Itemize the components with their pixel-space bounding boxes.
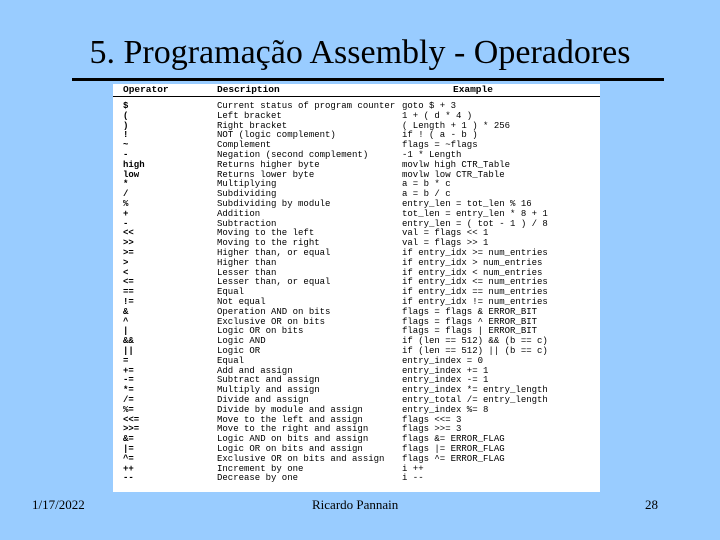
operator-cell: || bbox=[123, 346, 134, 356]
description-cell: Higher than bbox=[217, 257, 277, 268]
description-cell: Logic OR on bits bbox=[217, 326, 304, 337]
example-cell: if entry_idx >= num_entries bbox=[402, 248, 548, 258]
table-row bbox=[113, 150, 600, 160]
operator-cell: ^= bbox=[123, 453, 134, 464]
description-cell: Negation (second complement) bbox=[217, 150, 369, 160]
slide-title: 5. Programação Assembly - Operadores bbox=[89, 34, 631, 71]
example-cell: i ++ bbox=[402, 463, 424, 474]
table-row bbox=[113, 199, 600, 209]
example-cell: if (len == 512) || (b == c) bbox=[402, 346, 548, 356]
operator-cell: > bbox=[123, 257, 129, 268]
operator-cell: >> bbox=[123, 238, 134, 249]
table-row bbox=[113, 307, 600, 317]
operator-cell: < bbox=[123, 267, 129, 278]
table-row bbox=[113, 111, 600, 121]
description-cell: Right bracket bbox=[217, 120, 288, 131]
operator-cell: ! bbox=[123, 130, 129, 141]
operator-cell: ^ bbox=[123, 316, 129, 327]
example-cell: if ! ( a - b ) bbox=[402, 130, 478, 141]
table-row bbox=[113, 179, 600, 189]
table-row bbox=[113, 130, 600, 140]
operator-cell: - bbox=[123, 150, 129, 160]
table-row bbox=[113, 356, 600, 366]
table-row bbox=[113, 464, 600, 474]
operator-cell: / bbox=[123, 189, 129, 200]
example-cell: a = b * c bbox=[402, 179, 451, 190]
operator-cell: << bbox=[123, 228, 134, 239]
operator-cell: $ bbox=[123, 101, 129, 111]
description-cell: NOT (logic complement) bbox=[217, 130, 336, 141]
example-cell: entry_len = ( tot - 1 ) / 8 bbox=[402, 218, 548, 229]
example-cell: tot_len = entry_len * 8 + 1 bbox=[402, 208, 548, 219]
description-cell: Decrease by one bbox=[217, 473, 299, 484]
description-cell: Operation AND on bits bbox=[217, 306, 331, 317]
table-row bbox=[113, 219, 600, 229]
operator-cell: == bbox=[123, 287, 134, 298]
example-cell: if entry_idx < num_entries bbox=[402, 267, 543, 278]
description-cell: Returns higher byte bbox=[217, 159, 320, 170]
operator-cell: * bbox=[123, 179, 129, 190]
header-operator: Operator bbox=[123, 84, 169, 95]
example-cell: if entry_idx == num_entries bbox=[402, 287, 548, 298]
table-row bbox=[113, 405, 600, 415]
example-cell: entry_index += 1 bbox=[402, 365, 489, 376]
table-row bbox=[113, 209, 600, 219]
operator-cell: %= bbox=[123, 404, 134, 415]
operator-cell: + bbox=[123, 208, 129, 219]
table-row bbox=[113, 297, 600, 307]
description-cell: Increment by one bbox=[217, 463, 304, 474]
table-row bbox=[113, 238, 600, 248]
operator-cell: | bbox=[123, 326, 129, 337]
description-cell: Divide and assign bbox=[217, 395, 309, 405]
description-cell: Subtract and assign bbox=[217, 375, 320, 386]
description-cell: Multiplying bbox=[217, 179, 277, 190]
example-cell: flags <<= 3 bbox=[402, 414, 462, 425]
table-row bbox=[113, 434, 600, 444]
description-cell: Logic OR on bits and assign bbox=[217, 444, 363, 454]
example-cell: 1 + ( d * 4 ) bbox=[402, 110, 473, 121]
example-cell: if entry_idx != num_entries bbox=[402, 297, 548, 307]
header-divider bbox=[113, 96, 600, 97]
operator-cell: >>= bbox=[123, 424, 140, 435]
description-cell: Add and assign bbox=[217, 365, 293, 376]
description-cell: Higher than, or equal bbox=[217, 248, 331, 258]
table-row bbox=[113, 346, 600, 356]
table-row bbox=[113, 444, 600, 454]
table-row bbox=[113, 268, 600, 278]
description-cell: Logic OR bbox=[217, 346, 261, 356]
table-row bbox=[113, 160, 600, 170]
operator-cell: <<= bbox=[123, 414, 140, 425]
table-row bbox=[113, 336, 600, 346]
example-cell: val = flags >> 1 bbox=[402, 238, 489, 249]
operator-cell: -- bbox=[123, 473, 134, 484]
operator-cell: >= bbox=[123, 248, 134, 258]
description-cell: Current status of program counter bbox=[217, 101, 396, 111]
example-cell: i -- bbox=[402, 473, 424, 484]
table-row bbox=[113, 287, 600, 297]
example-cell: ( Length + 1 ) * 256 bbox=[402, 120, 511, 131]
table-row bbox=[113, 140, 600, 150]
example-cell: -1 * Length bbox=[402, 150, 462, 160]
operator-cell: && bbox=[123, 336, 134, 347]
table-row bbox=[113, 121, 600, 131]
table-row bbox=[113, 385, 600, 395]
description-cell: Exclusive OR on bits bbox=[217, 316, 326, 327]
operator-cell: - bbox=[123, 218, 129, 229]
table-row bbox=[113, 189, 600, 199]
description-cell: Subtraction bbox=[217, 218, 277, 229]
example-cell: if entry_idx > num_entries bbox=[402, 257, 543, 268]
operator-cell: ++ bbox=[123, 463, 134, 474]
operator-cell: *= bbox=[123, 385, 134, 396]
example-cell: val = flags << 1 bbox=[402, 228, 489, 239]
description-cell: Returns lower byte bbox=[217, 169, 315, 180]
description-cell: Moving to the right bbox=[217, 238, 320, 249]
example-cell: flags ^= ERROR_FLAG bbox=[402, 453, 505, 464]
table-row bbox=[113, 366, 600, 376]
table-row bbox=[113, 228, 600, 238]
description-cell: Not equal bbox=[217, 297, 266, 307]
example-cell: goto $ + 3 bbox=[402, 101, 457, 111]
example-cell: flags >>= 3 bbox=[402, 424, 462, 435]
description-cell: Subdividing by module bbox=[217, 199, 331, 209]
example-cell: movlw high CTR_Table bbox=[402, 159, 511, 170]
table-row bbox=[113, 395, 600, 405]
example-cell: if entry_idx <= num_entries bbox=[402, 277, 548, 288]
operator-cell: ( bbox=[123, 110, 129, 121]
example-cell: entry_index -= 1 bbox=[402, 375, 489, 386]
operator-cell: /= bbox=[123, 395, 134, 405]
operator-cell: high bbox=[123, 159, 145, 170]
operator-cell: != bbox=[123, 297, 134, 307]
description-cell: Moving to the left bbox=[217, 228, 315, 239]
table-row bbox=[113, 277, 600, 287]
description-cell: Complement bbox=[217, 140, 272, 151]
description-cell: Lesser than, or equal bbox=[217, 277, 331, 288]
operator-cell: ~ bbox=[123, 140, 129, 151]
example-cell: flags &= ERROR_FLAG bbox=[402, 434, 505, 445]
operator-cell: <= bbox=[123, 277, 134, 288]
table-row bbox=[113, 101, 600, 111]
operator-cell: & bbox=[123, 306, 129, 317]
table-row bbox=[113, 375, 600, 385]
description-cell: Divide by module and assign bbox=[217, 404, 363, 415]
example-cell: entry_len = tot_len % 16 bbox=[402, 199, 532, 209]
header-description: Description bbox=[217, 84, 280, 95]
operator-cell: % bbox=[123, 199, 129, 209]
description-cell: Subdividing bbox=[217, 189, 277, 200]
example-cell: entry_index %= 8 bbox=[402, 404, 489, 415]
footer-date: 1/17/2022 bbox=[32, 497, 85, 512]
description-cell: Lesser than bbox=[217, 267, 277, 278]
operator-cell: = bbox=[123, 355, 129, 366]
title-underline bbox=[72, 78, 664, 81]
example-cell: a = b / c bbox=[402, 189, 451, 200]
table-row bbox=[113, 170, 600, 180]
description-cell: Equal bbox=[217, 355, 245, 366]
description-cell: Move to the left and assign bbox=[217, 414, 363, 425]
example-cell: flags = flags ^ ERROR_BIT bbox=[402, 316, 538, 327]
description-cell: Addition bbox=[217, 208, 261, 219]
description-cell: Equal bbox=[217, 287, 245, 298]
description-cell: Move to the right and assign bbox=[217, 424, 369, 435]
example-cell: entry_index = 0 bbox=[402, 355, 484, 366]
example-cell: flags = flags & ERROR_BIT bbox=[402, 306, 538, 317]
example-cell: entry_index *= entry_length bbox=[402, 385, 548, 396]
table-row bbox=[113, 317, 600, 327]
operator-cell: |= bbox=[123, 444, 134, 454]
table-row bbox=[113, 454, 600, 464]
table-row bbox=[113, 424, 600, 434]
description-cell: Exclusive OR on bits and assign bbox=[217, 453, 385, 464]
operator-cell: += bbox=[123, 365, 134, 376]
description-cell: Left bracket bbox=[217, 110, 282, 121]
operators-table bbox=[113, 84, 600, 492]
operator-cell: low bbox=[123, 169, 140, 180]
footer-page-number: 28 bbox=[645, 497, 658, 512]
example-cell: flags = flags | ERROR_BIT bbox=[402, 326, 538, 337]
example-cell: flags |= ERROR_FLAG bbox=[402, 444, 505, 454]
table-row bbox=[113, 415, 600, 425]
table-row bbox=[113, 258, 600, 268]
description-cell: Logic AND bbox=[217, 336, 266, 347]
header-example: Example bbox=[453, 84, 493, 95]
table-row bbox=[113, 248, 600, 258]
footer-author: Ricardo Pannain bbox=[312, 497, 399, 512]
operator-cell: &= bbox=[123, 434, 134, 445]
operator-cell: -= bbox=[123, 375, 134, 386]
table-row bbox=[113, 326, 600, 336]
example-cell: entry_total /= entry_length bbox=[402, 395, 548, 405]
operator-cell: ) bbox=[123, 120, 129, 131]
example-cell: if (len == 512) && (b == c) bbox=[402, 336, 548, 347]
description-cell: Multiply and assign bbox=[217, 385, 320, 396]
table-row bbox=[113, 473, 600, 483]
example-cell: flags = ~flags bbox=[402, 140, 478, 151]
example-cell: movlw low CTR_Table bbox=[402, 169, 505, 180]
description-cell: Logic AND on bits and assign bbox=[217, 434, 369, 445]
